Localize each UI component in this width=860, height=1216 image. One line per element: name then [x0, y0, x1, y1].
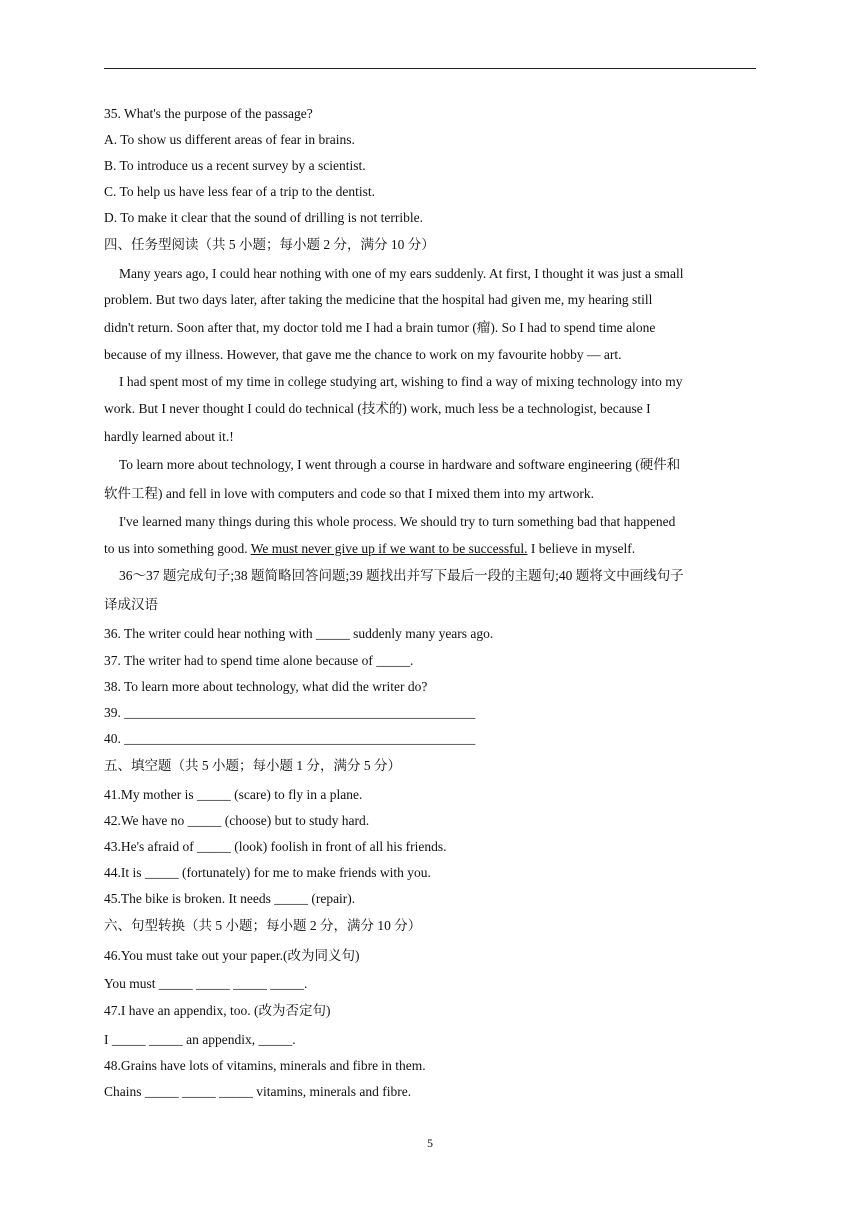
- question-46: 46.You must take out your paper.(改为同义句): [104, 948, 360, 963]
- question-42: 42.We have no _____ (choose) but to study hard.: [104, 813, 370, 828]
- question-46-answer: You must _____ _____ _____ _____.: [104, 976, 308, 991]
- passage-p3-line: 软件工程) and fell in love with computers and code so that I mixed them into my artwork.: [104, 486, 595, 501]
- section6-heading: 六、句型转换（共 5 小题；每小题 2 分，满分 10 分）: [104, 918, 422, 933]
- question-47: 47.I have an appendix, too. (改为否定句): [104, 1003, 331, 1018]
- passage-p4-text: I believe in myself.: [527, 541, 636, 556]
- section4-heading: 四、任务型阅读（共 5 小题；每小题 2 分，满分 10 分）: [104, 237, 435, 252]
- passage-p4-text: to us into something good.: [104, 541, 251, 556]
- section5-heading: 五、填空题（共 5 小题；每小题 1 分，满分 5 分）: [104, 758, 401, 773]
- question-37: 37. The writer had to spend time alone because of _____.: [104, 653, 414, 668]
- passage-p1-line: Many years ago, I could hear nothing with one of my ears suddenly. At first, I thought it was just a small: [119, 266, 684, 281]
- question-45: 45.The bike is broken. It needs _____ (repair).: [104, 891, 356, 906]
- question-38: 38. To learn more about technology, what did the writer do?: [104, 679, 428, 694]
- q35-option-b: B. To introduce us a recent survey by a scientist.: [104, 158, 366, 173]
- question-44: 44.It is _____ (fortunately) for me to make friends with you.: [104, 865, 431, 880]
- q35-option-d: D. To make it clear that the sound of drilling is not terrible.: [104, 210, 423, 225]
- question-36: 36. The writer could hear nothing with _____ suddenly many years ago.: [104, 626, 494, 641]
- passage-p2-line: work. But I never thought I could do technical (技术的) work, much less be a technologist, because I: [104, 401, 651, 416]
- task-instructions: 译成汉语: [104, 597, 158, 612]
- passage-p4-line: I've learned many things during this whole process. We should try to turn something bad that happened: [119, 514, 676, 529]
- question-48-answer: Chains _____ _____ _____ vitamins, minerals and fibre.: [104, 1084, 412, 1099]
- q35-option-c: C. To help us have less fear of a trip to the dentist.: [104, 184, 375, 199]
- question-39: 39. ____________________________________________________: [104, 705, 476, 720]
- passage-p3-line: To learn more about technology, I went through a course in hardware and software engineering (硬件和: [119, 457, 681, 472]
- page-number: 5: [427, 1136, 433, 1150]
- question-48: 48.Grains have lots of vitamins, minerals and fibre in them.: [104, 1058, 426, 1073]
- passage-p1-line: because of my illness. However, that gave me the chance to work on my favourite hobby — art.: [104, 347, 622, 362]
- underlined-sentence: We must never give up if we want to be successful.: [250, 541, 528, 556]
- q35-question: 35. What's the purpose of the passage?: [104, 106, 313, 121]
- passage-p1-line: problem. But two days later, after taking the medicine that the hospital had given me, my hearing still: [104, 292, 653, 307]
- task-instructions: 36～37 题完成句子;38 题简略回答问题;39 题找出并写下最后一段的主题句;40 题将文中画线句子: [119, 568, 684, 583]
- passage-p2-line: I had spent most of my time in college studying art, wishing to find a way of mixing technology into my: [119, 374, 683, 389]
- passage-p4-line: [104, 542, 635, 556]
- q35-option-a: A. To show us different areas of fear in brains.: [104, 132, 355, 147]
- header-rule: [104, 68, 756, 69]
- passage-p2-line: hardly learned about it.!: [104, 429, 234, 444]
- question-43: 43.He's afraid of _____ (look) foolish in front of all his friends.: [104, 839, 447, 854]
- question-41: 41.My mother is _____ (scare) to fly in a plane.: [104, 787, 363, 802]
- passage-p1-line: didn't return. Soon after that, my doctor told me I had a brain tumor (瘤). So I had to spend time alone: [104, 320, 656, 335]
- question-47-answer: I _____ _____ an appendix, _____.: [104, 1032, 296, 1047]
- question-40: 40. ____________________________________________________: [104, 731, 476, 746]
